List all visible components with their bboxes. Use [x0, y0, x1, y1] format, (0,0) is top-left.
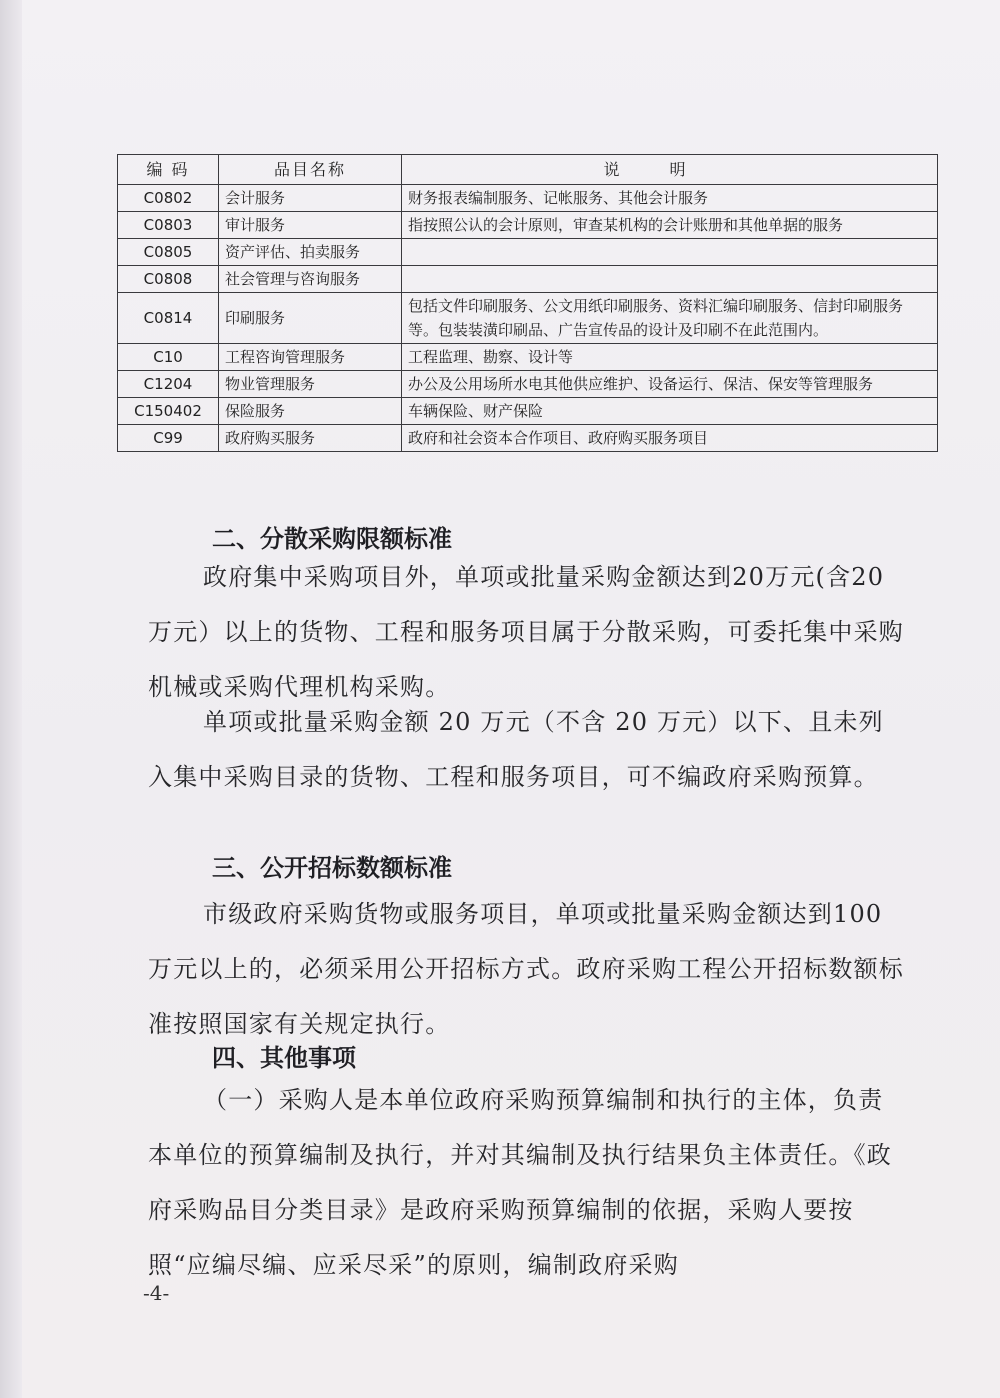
row-code: C0814 [118, 293, 219, 344]
row-description: 办公及公用场所水电其他供应维护、设备运行、保洁、保安等管理服务 [402, 371, 938, 398]
row-description: 财务报表编制服务、记帐服务、其他会计服务 [402, 185, 938, 212]
section-heading-public-tender: 三、公开招标数额标准 [212, 854, 452, 882]
section-heading-decentralized-limit: 二、分散采购限额标准 [212, 525, 452, 553]
table-row [118, 185, 938, 212]
paragraph-text: 市级政府采购货物或服务项目，单项或批量采购金额达到100万元以上的，必须采用公开招标方式。政府采购工程公开招标数额标准按照国家有关规定执行。 [148, 900, 904, 1038]
row-code: C0805 [118, 239, 219, 266]
paragraph-text: 单项或批量采购金额 20 万元（不含 20 万元）以下、且未列入集中采购目录的货物、工程和服务项目，可不编政府采购预算。 [148, 708, 884, 791]
paragraph-text: （一）采购人是本单位政府采购预算编制和执行的主体，负责本单位的预算编制及执行，并对其编制及执行结果负主体责任。《政府采购品目分类目录》是政府采购预算编制的依据，采购人要按照“应编尽编、应采尽采”的原则，编制政府采购 [148, 1086, 892, 1279]
table-row [118, 344, 938, 371]
row-code: C0803 [118, 212, 219, 239]
procurement-catalog-table [117, 154, 938, 452]
row-description: 工程监理、勘察、设计等 [402, 344, 938, 371]
page-number: -4- [143, 1281, 170, 1305]
row-name: 保险服务 [219, 398, 402, 425]
header-name: 品目名称 [219, 155, 402, 185]
row-description: 车辆保险、财产保险 [402, 398, 938, 425]
row-description: 包括文件印刷服务、公文用纸印刷服务、资料汇编印刷服务、信封印刷服务等。包装装潢印刷品、广告宣传品的设计及印刷不在此范围内。 [402, 293, 938, 344]
row-name: 资产评估、拍卖服务 [219, 239, 402, 266]
row-code: C1204 [118, 371, 219, 398]
row-name: 政府购买服务 [219, 425, 402, 452]
paragraph-public-tender [148, 887, 904, 1052]
row-name: 工程咨询管理服务 [219, 344, 402, 371]
row-description: 指按照公认的会计原则，审查某机构的会计账册和其他单据的服务 [402, 212, 938, 239]
row-code: C0808 [118, 266, 219, 293]
table-row [118, 239, 938, 266]
binding-edge [0, 0, 22, 1398]
row-code: C10 [118, 344, 219, 371]
row-description [402, 266, 938, 293]
header-code: 编 码 [118, 155, 219, 185]
table-row [118, 212, 938, 239]
row-name: 会计服务 [219, 185, 402, 212]
row-code: C99 [118, 425, 219, 452]
row-description: 政府和社会资本合作项目、政府购买服务项目 [402, 425, 938, 452]
paragraph-decentralized-1 [148, 550, 904, 715]
table-row [118, 266, 938, 293]
row-code: C0802 [118, 185, 219, 212]
paragraph-other-matters [148, 1073, 904, 1293]
table-header-row [118, 155, 938, 185]
row-name: 印刷服务 [219, 293, 402, 344]
row-name: 审计服务 [219, 212, 402, 239]
row-name: 社会管理与咨询服务 [219, 266, 402, 293]
table-row [118, 425, 938, 452]
section-heading-other-matters: 四、其他事项 [212, 1044, 356, 1072]
paragraph-decentralized-2 [148, 695, 904, 805]
row-code: C150402 [118, 398, 219, 425]
header-description: 说明 [402, 155, 938, 185]
table-row [118, 398, 938, 425]
row-description [402, 239, 938, 266]
table-row [118, 293, 938, 344]
table-row [118, 371, 938, 398]
row-name: 物业管理服务 [219, 371, 402, 398]
paragraph-text: 政府集中采购项目外，单项或批量采购金额达到20万元(含20万元）以上的货物、工程和服务项目属于分散采购，可委托集中采购机械或采购代理机构采购。 [148, 563, 904, 701]
